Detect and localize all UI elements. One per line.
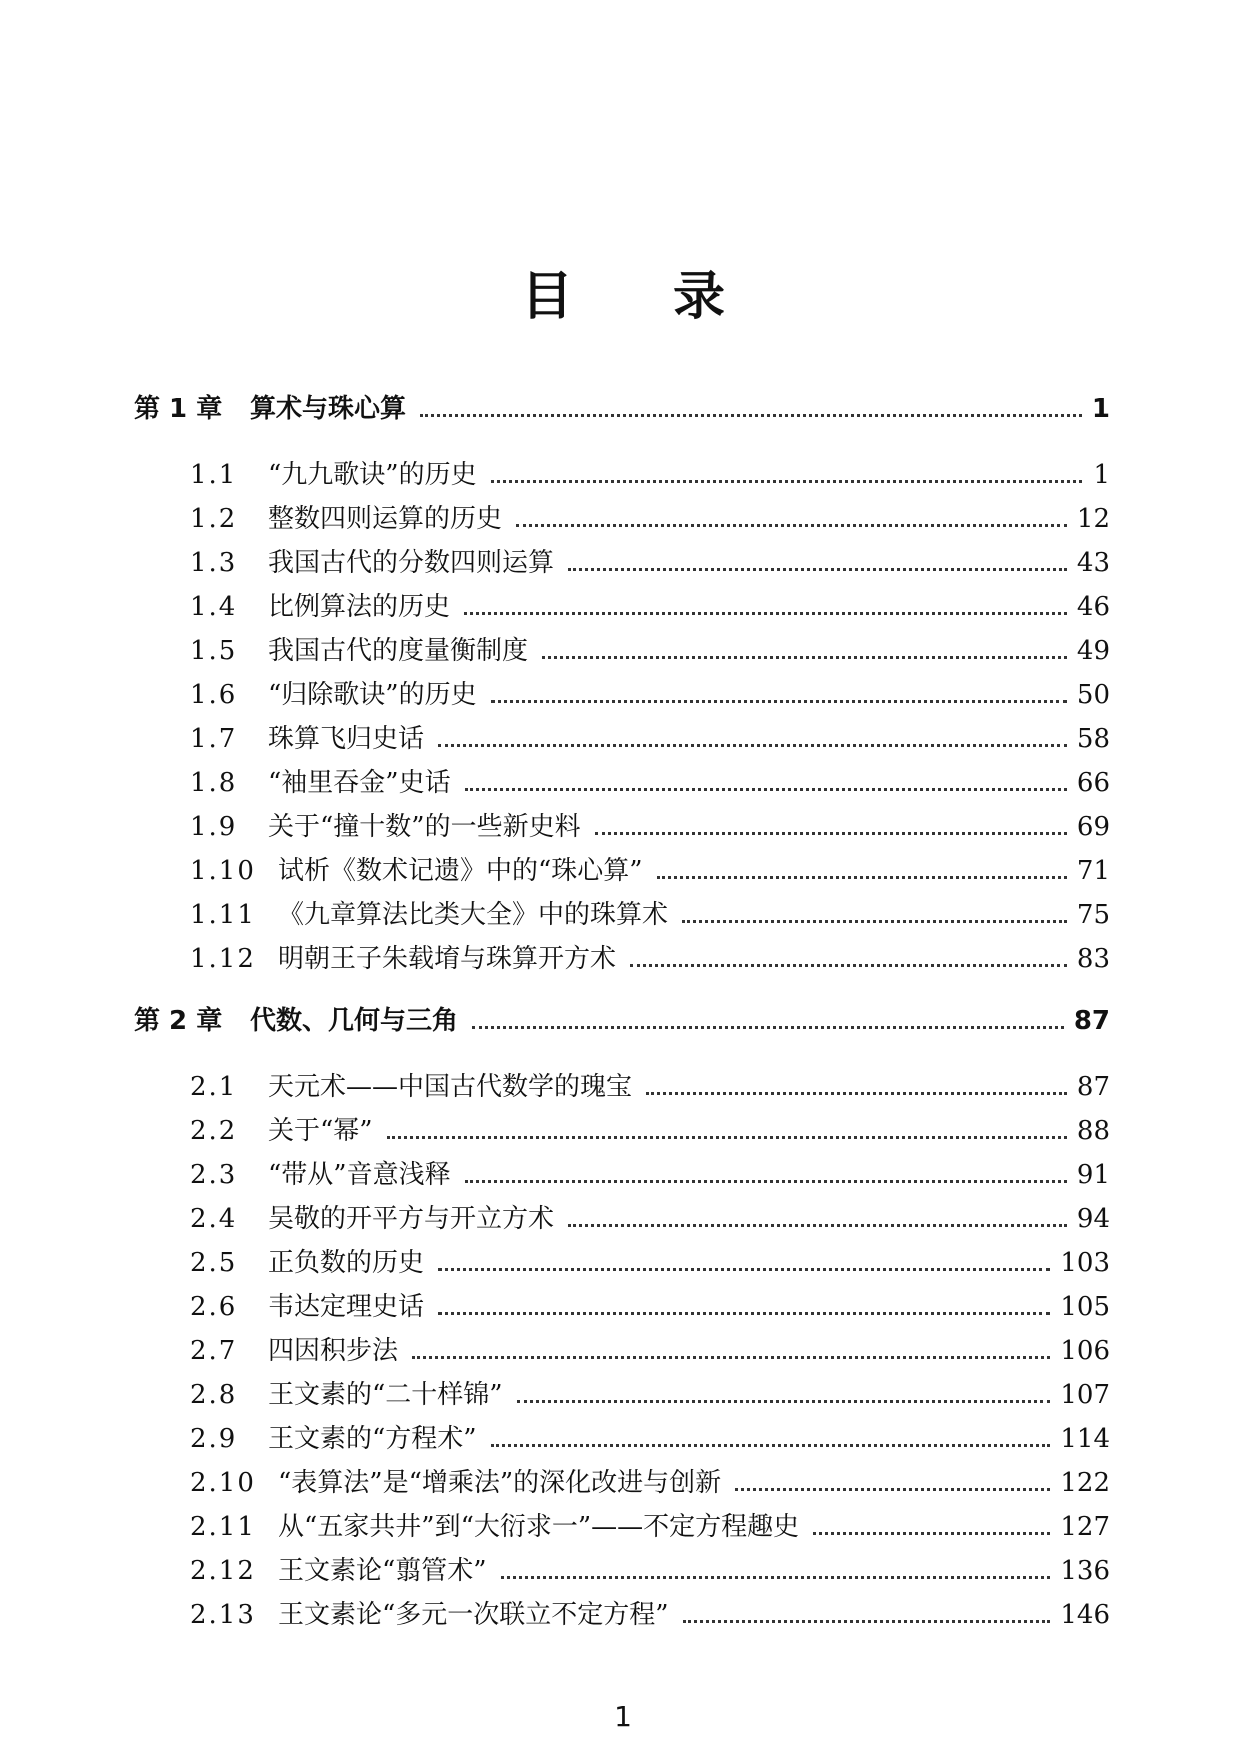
dot-leader — [516, 523, 1067, 527]
toc-entry[interactable] — [134, 1550, 1110, 1594]
section-title: 从“五家共井”到“大衍求一”——不定方程趣史 — [278, 1512, 800, 1542]
dot-leader — [501, 1575, 1051, 1579]
dot-leader — [813, 1531, 1050, 1535]
section-number: 2.5 — [190, 1248, 238, 1278]
dot-leader — [657, 875, 1067, 879]
section-number: 1.12 — [190, 944, 256, 974]
toc-entry[interactable] — [134, 806, 1110, 850]
section-page-number: 146 — [1060, 1600, 1110, 1630]
toc-entry[interactable] — [134, 1066, 1110, 1110]
section-number: 1.1 — [190, 460, 238, 490]
toc-entry[interactable] — [134, 1198, 1110, 1242]
chapter-page-number: 1 — [1091, 394, 1110, 424]
section-page-number: 69 — [1076, 812, 1110, 842]
section-title: 王文素的“方程术” — [268, 1424, 477, 1454]
toc-entry[interactable] — [134, 1154, 1110, 1198]
section-page-number: 136 — [1060, 1556, 1110, 1586]
toc-entry[interactable] — [134, 1462, 1110, 1506]
chapter-heading[interactable] — [134, 388, 1110, 432]
section-title: “表算法”是“增乘法”的深化改进与创新 — [278, 1468, 722, 1498]
toc-entry[interactable] — [134, 1110, 1110, 1154]
section-page-number: 122 — [1060, 1468, 1110, 1498]
section-title: 珠算飞归史话 — [268, 724, 425, 754]
section-title: “九九歌诀”的历史 — [268, 460, 477, 490]
section-number: 1.2 — [190, 504, 238, 534]
section-page-number: 46 — [1076, 592, 1110, 622]
dot-leader — [542, 655, 1067, 659]
section-page-number: 49 — [1076, 636, 1110, 666]
section-number: 2.9 — [190, 1424, 238, 1454]
dot-leader — [491, 1443, 1051, 1447]
section-number: 1.4 — [190, 592, 238, 622]
section-title: 我国古代的分数四则运算 — [268, 548, 555, 578]
section-page-number: 88 — [1076, 1116, 1110, 1146]
section-number: 2.11 — [190, 1512, 256, 1542]
section-page-number: 94 — [1076, 1204, 1110, 1234]
toc-entry[interactable] — [134, 542, 1110, 586]
section-page-number: 107 — [1060, 1380, 1110, 1410]
section-number: 1.9 — [190, 812, 238, 842]
toc-entry[interactable] — [134, 718, 1110, 762]
toc-entry[interactable] — [134, 1506, 1110, 1550]
section-page-number: 66 — [1076, 768, 1110, 798]
toc-entry[interactable] — [134, 938, 1110, 982]
toc-entry[interactable] — [134, 498, 1110, 542]
toc-entry[interactable] — [134, 850, 1110, 894]
dot-leader — [646, 1091, 1067, 1095]
chapter-heading[interactable] — [134, 1000, 1110, 1044]
section-title: 韦达定理史话 — [268, 1292, 425, 1322]
section-page-number: 105 — [1060, 1292, 1110, 1322]
dot-leader — [517, 1399, 1051, 1403]
section-page-number: 71 — [1076, 856, 1110, 886]
dot-leader — [630, 963, 1067, 967]
page-title: 目录 — [520, 267, 825, 327]
section-number: 2.10 — [190, 1468, 256, 1498]
section-page-number: 114 — [1060, 1424, 1110, 1454]
section-number: 2.13 — [190, 1600, 256, 1630]
section-title: “带从”音意浅释 — [268, 1160, 451, 1190]
section-number: 2.1 — [190, 1072, 238, 1102]
dot-leader — [491, 479, 1082, 483]
section-page-number: 103 — [1060, 1248, 1110, 1278]
section-number: 2.7 — [190, 1336, 238, 1366]
section-list — [134, 1066, 1110, 1638]
section-title: “袖里吞金”史话 — [268, 768, 451, 798]
dot-leader — [420, 413, 1082, 417]
toc-entry[interactable] — [134, 586, 1110, 630]
section-title: 天元术——中国古代数学的瑰宝 — [268, 1072, 633, 1102]
section-number: 2.2 — [190, 1116, 238, 1146]
section-page-number: 91 — [1076, 1160, 1110, 1190]
toc-entry[interactable] — [134, 1286, 1110, 1330]
chapter-title: 代数、几何与三角 — [250, 1006, 459, 1036]
section-title: 王文素论“翦管术” — [278, 1556, 487, 1586]
dot-leader — [438, 1311, 1050, 1315]
dot-leader — [438, 1267, 1050, 1271]
section-title: 我国古代的度量衡制度 — [268, 636, 529, 666]
chapter-number: 第 1 章 — [134, 394, 223, 424]
section-title: 试析《数术记遗》中的“珠心算” — [278, 856, 643, 886]
dot-leader — [412, 1355, 1050, 1359]
dot-leader — [568, 1223, 1067, 1227]
section-title: 正负数的历史 — [268, 1248, 425, 1278]
section-number: 2.8 — [190, 1380, 238, 1410]
section-page-number: 50 — [1076, 680, 1110, 710]
section-number: 1.3 — [190, 548, 238, 578]
dot-leader — [438, 743, 1067, 747]
section-number: 1.11 — [190, 900, 256, 930]
section-title: 明朝王子朱载堉与珠算开方术 — [278, 944, 617, 974]
section-number: 2.6 — [190, 1292, 238, 1322]
section-title: 吴敬的开平方与开立方术 — [268, 1204, 555, 1234]
section-page-number: 1 — [1093, 460, 1110, 490]
chapter-number: 第 2 章 — [134, 1006, 223, 1036]
section-number: 2.3 — [190, 1160, 238, 1190]
dot-leader — [465, 787, 1067, 791]
toc-entry[interactable] — [134, 1594, 1110, 1638]
section-number: 1.10 — [190, 856, 256, 886]
section-title: 整数四则运算的历史 — [268, 504, 503, 534]
section-number: 1.8 — [190, 768, 238, 798]
toc-entry[interactable] — [134, 454, 1110, 498]
toc-entry[interactable] — [134, 762, 1110, 806]
section-number: 2.4 — [190, 1204, 238, 1234]
section-number: 1.7 — [190, 724, 238, 754]
toc-entry[interactable] — [134, 1330, 1110, 1374]
section-page-number: 127 — [1060, 1512, 1110, 1542]
section-page-number: 106 — [1060, 1336, 1110, 1366]
toc-entry[interactable] — [134, 1242, 1110, 1286]
section-title: 《九章算法比类大全》中的珠算术 — [278, 900, 669, 930]
toc-entry[interactable] — [134, 630, 1110, 674]
dot-leader — [683, 1619, 1051, 1623]
section-title: 王文素论“多元一次联立不定方程” — [278, 1600, 669, 1630]
dot-leader — [595, 831, 1067, 835]
chapter-page-number: 87 — [1073, 1006, 1110, 1036]
dot-leader — [568, 567, 1067, 571]
section-number: 1.6 — [190, 680, 238, 710]
section-page-number: 87 — [1076, 1072, 1110, 1102]
page-number: 1 — [614, 1700, 632, 1733]
dot-leader — [472, 1025, 1064, 1029]
dot-leader — [682, 919, 1067, 923]
dot-leader — [491, 699, 1067, 703]
toc-entry[interactable] — [134, 1374, 1110, 1418]
dot-leader — [735, 1487, 1050, 1491]
section-title: 四因积步法 — [268, 1336, 399, 1366]
section-title: 关于“撞十数”的一些新史料 — [268, 812, 581, 842]
section-title: 王文素的“二十样锦” — [268, 1380, 503, 1410]
section-number: 2.12 — [190, 1556, 256, 1586]
dot-leader — [464, 611, 1067, 615]
section-number: 1.5 — [190, 636, 238, 666]
section-title: “归除歌诀”的历史 — [268, 680, 477, 710]
section-page-number: 58 — [1076, 724, 1110, 754]
section-page-number: 83 — [1076, 944, 1110, 974]
section-title: 比例算法的历史 — [268, 592, 451, 622]
toc-entry[interactable] — [134, 1418, 1110, 1462]
toc-entry[interactable] — [134, 894, 1110, 938]
section-title: 关于“幂” — [268, 1116, 373, 1146]
section-list — [134, 454, 1110, 982]
section-page-number: 12 — [1076, 504, 1110, 534]
section-page-number: 75 — [1076, 900, 1110, 930]
table-of-contents — [134, 388, 1110, 1638]
toc-entry[interactable] — [134, 674, 1110, 718]
section-page-number: 43 — [1076, 548, 1110, 578]
chapter-title: 算术与珠心算 — [250, 394, 407, 424]
dot-leader — [387, 1135, 1067, 1139]
dot-leader — [465, 1179, 1067, 1183]
